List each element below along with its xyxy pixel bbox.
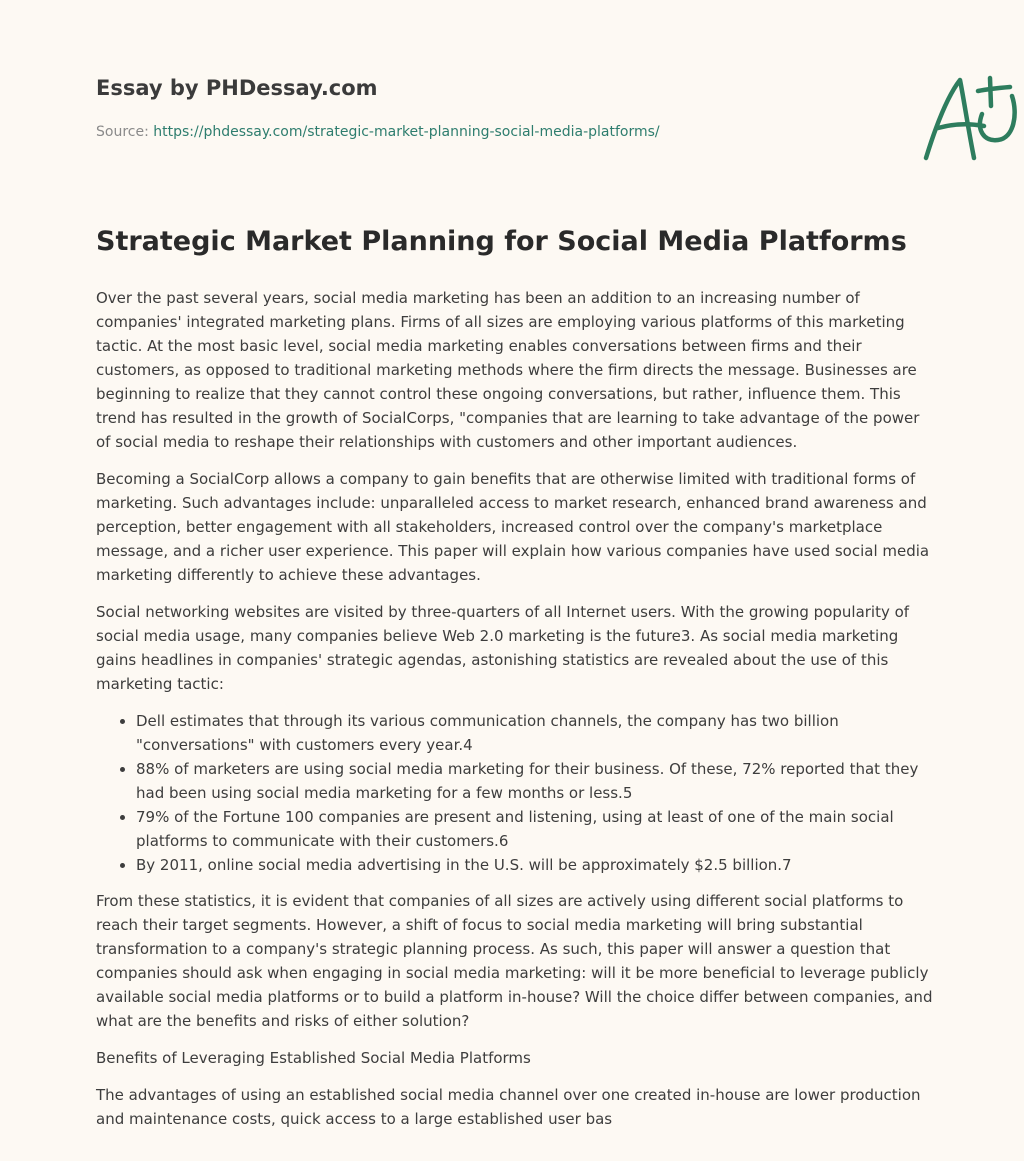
source-label: Source: — [96, 124, 154, 140]
list-item: • 88% of marketers are using social media marketing for their business. Of these, 72% reported that they had been using social media marketing for a few months or less.5 — [136, 757, 936, 805]
essay-title: Strategic Market Planning for Social Media Platforms — [96, 226, 907, 257]
source-line — [96, 124, 660, 140]
list-item: • 79% of the Fortune 100 companies are present and listening, using at least of one of the main social platforms to communicate with their customers.6 — [136, 805, 936, 853]
statistics-list — [96, 709, 936, 877]
essay-paragraph: From these statistics, it is evident that companies of all sizes are actively using different social platforms to reach their target segments. However, a shift of focus to social media marketing will bring substantial transformation to a company's strategic planning process. As such, this paper will answer a question that companies should ask when engaging in social media marketing: will it be more beneficial to leverage publicly available social media platforms or to build a platform in-house? Will the choice differ between companies, and what are the benefits and risks of either solution? — [96, 892, 933, 1030]
essay-paragraph: Over the past several years, social media marketing has been an addition to an increasing number of companies' integrated marketing plans. Firms of all sizes are employing various platforms of this marketing tactic. At the most basic level, social media marketing enables conversations between firms and their customers, as opposed to traditional marketing methods where the firm directs the message. Businesses are beginning to realize that they cannot control these ongoing conversations, but rather, influence them. This trend has resulted in the growth of SocialCorps, "companies that are learning to take advantage of the power of social media to reshape their relationships with customers and other important audiences. — [96, 289, 920, 451]
source-link[interactable]: https://phdessay.com/strategic-market-planning-social-media-platforms/ — [153, 124, 660, 140]
a-plus-grade-icon — [918, 66, 1024, 166]
list-item: • Dell estimates that through its various communication channels, the company has two billion "conversations" with customers every year.4 — [136, 709, 936, 757]
essay-body — [96, 286, 936, 1144]
list-item: • By 2011, online social media advertising in the U.S. will be approximately $2.5 billion.7 — [136, 853, 936, 877]
essay-paragraph: Social networking websites are visited by three-quarters of all Internet users. With the growing popularity of social media usage, many companies believe Web 2.0 marketing is the future3. As social media marketing gains headlines in companies' strategic agendas, astonishing statistics are revealed about the use of this marketing tactic: — [96, 603, 910, 693]
essay-paragraph: The advantages of using an established social media channel over one created in-house are lower production and maintenance costs, quick access to a large established user bas — [96, 1086, 921, 1128]
essay-paragraph: Becoming a SocialCorp allows a company to gain benefits that are otherwise limited with traditional forms of marketing. Such advantages include: unparalleled access to market research, enhanced brand awareness and perception, better engagement with all stakeholders, increased control over the company's marketplace message, and a richer user experience. This paper will explain how various companies have used social media marketing differently to achieve these advantages. — [96, 470, 930, 584]
brand-title: Essay by PHDessay.com — [96, 76, 378, 100]
section-subheading: Benefits of Leveraging Established Social Media Platforms — [96, 1049, 531, 1067]
